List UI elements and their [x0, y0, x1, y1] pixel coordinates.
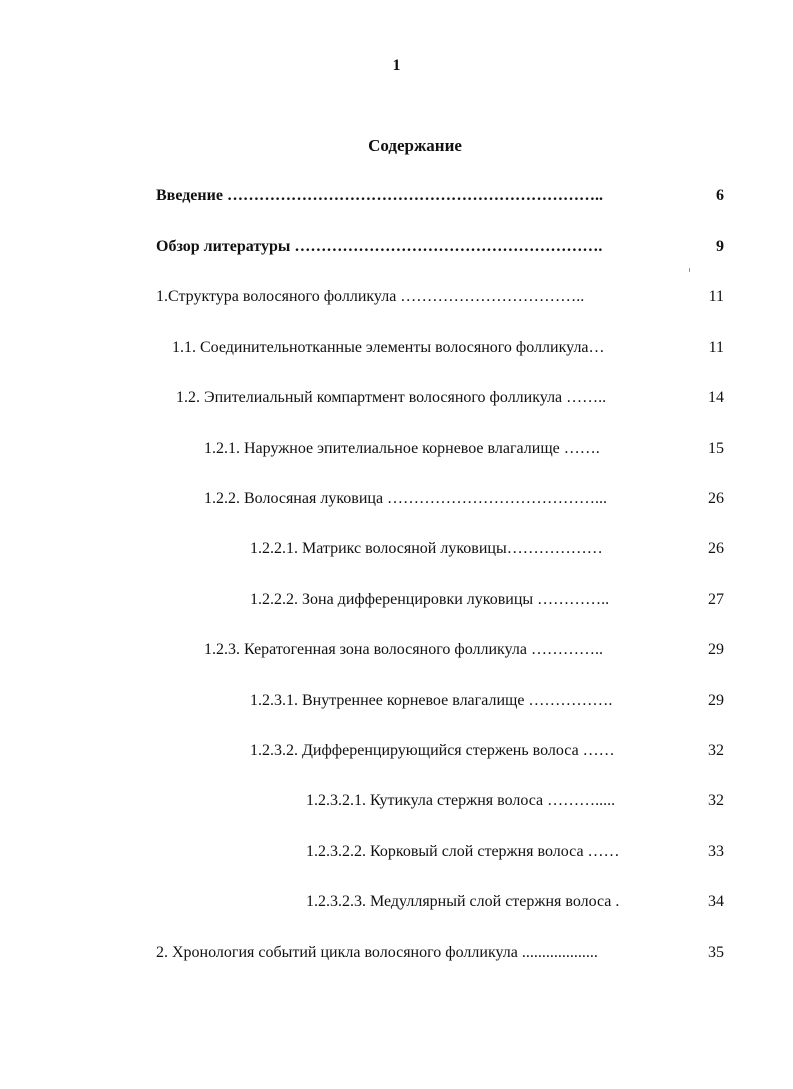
toc-entry-1-2-3-1 [0, 690, 793, 712]
toc-entry-text: 1.2.3.1. Внутреннее корневое влагалище ……………. [250, 692, 613, 709]
toc-entry-text: 2. Хронология событий цикла волосяного фолликула ................... [156, 944, 598, 961]
toc-entry-text: Введение …………………………………………………………….. [156, 187, 603, 204]
toc-entry-text: 1.2.1. Наружное эпителиальное корневое влагалище ……. [204, 440, 600, 457]
toc-entry-page: 35 [708, 944, 724, 961]
toc-entry-text: 1.1. Соединительнотканные элементы волосяного фолликула… [172, 339, 605, 356]
toc-entry-literature-review [0, 236, 793, 258]
toc-entry-1-2 [0, 387, 793, 409]
toc-entry-page: 34 [708, 893, 724, 910]
toc-entry-page: 26 [708, 490, 724, 507]
toc-entry-page: 11 [708, 288, 724, 305]
toc-entry-1-2-3-2-3 [0, 891, 793, 913]
toc-entry-page: 6 [716, 187, 724, 204]
toc-entry-text: 1.2.3.2.2. Корковый слой стержня волоса …… [306, 843, 620, 860]
toc-entry-page: 33 [708, 843, 724, 860]
speck [689, 268, 690, 272]
toc-entry-page: 29 [708, 692, 724, 709]
toc-entry-text: 1.2.3.2. Дифференцирующийся стержень волоса …… [250, 742, 615, 759]
toc-entry-1-1 [0, 337, 793, 359]
toc-entry-text: 1.2. Эпителиальный компартмент волосяного фолликула …….. [176, 389, 607, 406]
toc-entry-text: 1.Структура волосяного фолликула …………………………….. [156, 288, 585, 305]
page-number: 1 [392, 57, 401, 74]
toc-entry-1-2-3 [0, 639, 793, 661]
toc-entry-page: 27 [708, 591, 724, 608]
toc-entry-page: 32 [708, 742, 724, 759]
toc-entry-page: 9 [716, 238, 724, 255]
page-title: Содержание [368, 136, 462, 155]
toc-entry-text: 1.2.2.1. Матрикс волосяной луковицы……………… [250, 540, 603, 557]
toc-entry-1-2-2-2 [0, 589, 793, 611]
toc-entry-page: 11 [708, 339, 724, 356]
toc-entry-text: 1.2.3.2.3. Медуллярный слой стержня волоса . [306, 893, 620, 910]
toc-entry-1-2-2 [0, 488, 793, 510]
toc-entry-introduction [0, 185, 793, 207]
toc-entry-1-2-1 [0, 438, 793, 460]
toc-entry-page: 15 [708, 440, 724, 457]
toc-entry-1 [0, 286, 793, 308]
toc-entry-text: Обзор литературы …………………………………………………. [156, 238, 603, 255]
toc-entry-1-2-3-2 [0, 740, 793, 762]
toc-entry-text: 1.2.2. Волосяная луковица …………………………………... [204, 490, 608, 507]
toc-entry-page: 14 [708, 389, 724, 406]
toc-entry-text: 1.2.3. Кератогенная зона волосяного фолликула ………….. [204, 641, 603, 658]
toc-entry-page: 29 [708, 641, 724, 658]
toc-entry-1-2-3-2-2 [0, 841, 793, 863]
toc-entry-page: 26 [708, 540, 724, 557]
toc-entry-text: 1.2.2.2. Зона дифференцировки луковицы ………….. [250, 591, 610, 608]
toc-entry-1-2-3-2-1 [0, 790, 793, 812]
toc-entry-2 [0, 942, 793, 964]
toc-entry-1-2-2-1 [0, 538, 793, 560]
toc-entry-text: 1.2.3.2.1. Кутикула стержня волоса ………..... [306, 792, 616, 809]
toc-entry-page: 32 [708, 792, 724, 809]
